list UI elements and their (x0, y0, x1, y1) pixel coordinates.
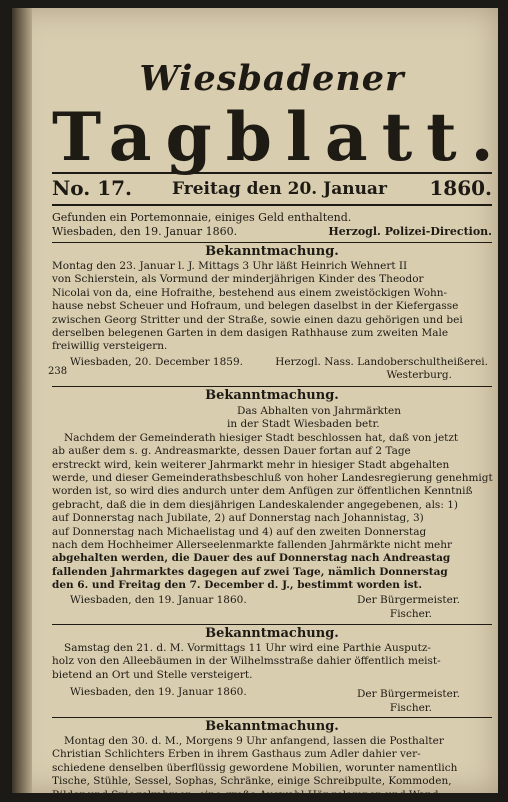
notice1-signer: Westerburg. (386, 369, 452, 381)
notice2-line: Nachdem der Gemeinderath hiesiger Stadt beschlossen hat, daß von jetzt (64, 431, 459, 444)
notice2-signature: Der Bürgermeister. (357, 594, 460, 606)
found-line: Gefunden ein Portemonnaie, einiges Geld enthaltend. (52, 211, 352, 224)
found-date: Wiesbaden, den 19. Januar 1860. (52, 225, 238, 238)
notice3-line: bietend an Ort und Stelle versteigert. (52, 668, 253, 681)
notice2-line: abgehalten werden, die Dauer des auf Donnerstag nach Andreastag (52, 552, 451, 565)
notice2-signer: Fischer. (389, 608, 432, 620)
issue-year: 1860. (429, 176, 492, 200)
notice2-line: erstreckt wird, kein weiterer Jahrmarkt mehr in hiesiger Stadt abgehalten (52, 458, 450, 471)
notice3-date: Wiesbaden, den 19. Januar 1860. (70, 686, 247, 698)
notice1-number: 238 (48, 366, 68, 377)
notice1-line: derselben belegenen Garten in dem dasigen Rathhause zum zweiten Male (52, 327, 449, 340)
rule (52, 204, 492, 206)
notice2-line: gebracht, daß die in dem diesjährigen Landeskalender angegebenen, als: 1) (52, 498, 458, 511)
notice2-line: ab außer dem s. g. Andreasmarkte, dessen Dauer fortan auf 2 Tage (52, 445, 411, 458)
notice2-subject: Das Abhalten von Jahrmärkten (237, 405, 402, 417)
notice2-body (52, 405, 492, 593)
notice1-heading: Bekanntmachung. (205, 244, 339, 259)
issue-date: Freitag den 20. Januar (172, 179, 387, 199)
notice3-body (52, 642, 492, 682)
notice2-line: auf Donnerstag nach Jubilate, 2) auf Donnerstag nach Johannistag, 3) (52, 512, 424, 525)
book-spine (12, 8, 32, 793)
notice2-heading: Bekanntmachung. (205, 388, 339, 403)
page-content (48, 8, 508, 801)
notice4-heading: Bekanntmachung. (205, 719, 339, 734)
masthead-main: Tagblatt. (52, 98, 508, 176)
rule (52, 717, 492, 718)
notice3-heading: Bekanntmachung. (205, 626, 339, 641)
notice2-line: nach dem Hochheimer Allerseelenmarkte fallenden Jahrmärkte nicht mehr (52, 539, 453, 552)
notice1-line: von Schierstein, als Vormund der minderjährigen Kinder des Theodor (52, 273, 424, 286)
masthead-top: Wiesbadener (139, 58, 405, 99)
notice2-line: auf Donnerstag nach Michaelistag und 4) auf den zweiten Donnerstag (52, 525, 427, 538)
notice3-signature: Der Bürgermeister. (357, 688, 460, 700)
notice3-signer: Fischer. (389, 702, 432, 714)
notice4-line: schiedene denselben überflüssig gewordene Mobilien, worunter namentlich (52, 761, 458, 774)
issue-line (52, 176, 492, 202)
notice1-line: Montag den 23. Januar l. J. Mittags 3 Uhr läßt Heinrich Wehnert II (52, 260, 408, 272)
notice4-line: Bilder und Spiegelrahmen, eine große Auswahl Hängelampen und Wand- (52, 788, 443, 801)
notice3-line: holz von den Alleebäumen in der Wilhelmsstraße dahier öffentlich meist- (52, 655, 441, 668)
notice4-line: Christian Schlichters Erben in ihrem Gasthaus zum Adler dahier ver- (52, 748, 421, 761)
notice1-line: Nicolai von da, eine Hofraithe, bestehend aus einem zweistöckigen Wohn- (52, 286, 448, 299)
rule (52, 624, 492, 625)
found-signature: Herzogl. Polizei-Direction. (328, 225, 492, 238)
notice1-line: hause nebst Scheuer und Hofraum, und belegen daselbst in der Kiefergasse (52, 300, 459, 313)
issue-number: No. 17. (52, 176, 132, 200)
notice3-line: Samstag den 21. d. M. Vormittags 11 Uhr wird eine Parthie Ausputz- (64, 642, 431, 654)
notice2-date: Wiesbaden, den 19. Januar 1860. (70, 594, 247, 606)
notice1-line: freiwillig versteigern. (52, 340, 168, 353)
notice1-body (52, 260, 492, 354)
notice4-line: Montag den 30. d. M., Morgens 9 Uhr anfangend, lassen die Posthalter (64, 735, 444, 747)
rule (52, 242, 492, 243)
notice1-date: Wiesbaden, 20. December 1859. (70, 356, 243, 368)
found-notice (52, 211, 492, 239)
notice4-body (52, 735, 492, 802)
newspaper-page (12, 8, 508, 801)
notice2-subject: in der Stadt Wiesbaden betr. (227, 418, 380, 431)
notice2-line: werde, und dieser Gemeinderathsbeschluß von hoher Landesregierung genehmigt (52, 472, 493, 485)
notice2-line: worden ist, so wird dies andurch unter dem Anfügen zur öffentlichen Kenntniß (52, 485, 473, 498)
notice1-signature: Herzogl. Nass. Landoberschultheißerei. (275, 356, 488, 368)
notice1-line: zwischen Georg Stritter und der Straße, sowie einen dazu gehörigen und bei (52, 313, 463, 326)
notice2-line: den 6. und Freitag den 7. December d. J., bestimmt worden ist. (52, 579, 422, 592)
notice4-line: Tische, Stühle, Sessel, Sophas, Schränke, einige Schreibpulte, Kommoden, (52, 775, 452, 788)
rule (52, 386, 492, 387)
rule (52, 172, 492, 174)
notice2-line: fallenden Jahrmarktes dagegen auf zwei Tage, nämlich Donnerstag (52, 565, 448, 578)
